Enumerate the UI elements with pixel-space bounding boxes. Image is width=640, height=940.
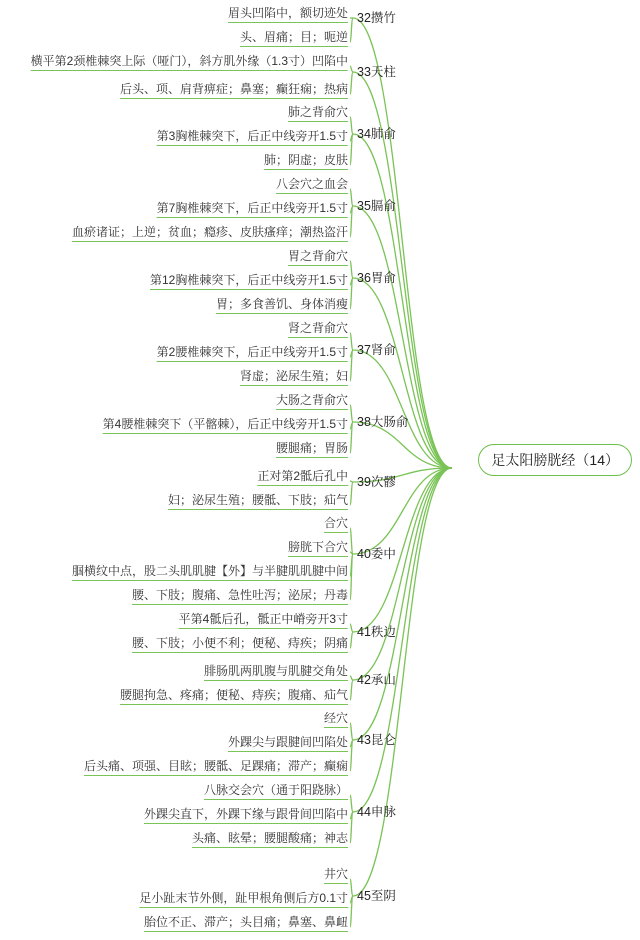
leaf-node[interactable]: 头、眉痛；目；呃逆: [240, 31, 348, 47]
leaf-node[interactable]: 腰、下肢；小便不利；便秘、痔疾；阴痛: [132, 637, 348, 653]
leaf-node[interactable]: 外踝尖与跟腱间凹陷处: [228, 736, 348, 752]
leaf-node[interactable]: 腰腿拘急、疼痛；便秘、痔疾；腹痛、疝气: [120, 689, 348, 705]
leaf-node[interactable]: 大肠之背俞穴: [276, 394, 348, 410]
leaf-node[interactable]: 眉头凹陷中，额切迹处: [228, 7, 348, 23]
leaf-node[interactable]: 第4腰椎棘突下（平髂棘），后正中线旁开1.5寸: [103, 418, 348, 434]
leaf-node[interactable]: 第7胸椎棘突下，后正中线旁开1.5寸: [157, 202, 348, 218]
leaf-node[interactable]: 横平第2颈椎棘突上际（哑门），斜方肌外缘（1.3寸）凹陷中: [31, 55, 348, 71]
branch-node[interactable]: 39次髎: [357, 475, 396, 489]
leaf-node[interactable]: 胃；多食善饥、身体消瘦: [216, 298, 348, 314]
branch-node[interactable]: 42承山: [357, 673, 396, 687]
leaf-node[interactable]: 平第4骶后孔，骶正中嵴旁开3寸: [179, 613, 348, 629]
root-node[interactable]: 足太阳膀胱经（14）: [478, 444, 632, 476]
leaf-node[interactable]: 第12胸椎棘突下，后正中线旁开1.5寸: [150, 274, 348, 290]
branch-node[interactable]: 41秩边: [357, 625, 396, 639]
leaf-node[interactable]: 妇；泌尿生殖；腰骶、下肢；疝气: [168, 494, 348, 510]
branch-node[interactable]: 45至阴: [357, 889, 396, 903]
leaf-node[interactable]: 经穴: [324, 712, 348, 728]
leaf-node[interactable]: 头痛、眩晕；腰腿酸痛；神志: [192, 832, 348, 848]
leaf-node[interactable]: 肾虚；泌尿生殖；妇: [240, 370, 348, 386]
leaf-node[interactable]: 膀胱下合穴: [288, 541, 348, 557]
branch-node[interactable]: 34肺俞: [357, 127, 396, 141]
branch-node[interactable]: 37肾俞: [357, 343, 396, 357]
branch-node[interactable]: 32攒竹: [357, 11, 396, 25]
branch-node[interactable]: 44申脉: [357, 805, 396, 819]
leaf-node[interactable]: 腘横纹中点，股二头肌肌腱【外】与半腱肌肌腱中间: [72, 565, 348, 581]
branch-node[interactable]: 38大肠俞: [357, 415, 409, 429]
branch-node[interactable]: 43昆仑: [357, 733, 396, 747]
branch-node[interactable]: 33天柱: [357, 65, 396, 79]
leaf-node[interactable]: 后头痛、项强、目眩；腰骶、足踝痛；滞产；癫痫: [84, 760, 348, 776]
leaf-node[interactable]: 腰、下肢；腹痛、急性吐泻；泌尿；丹毒: [132, 589, 348, 605]
branch-node[interactable]: 40委中: [357, 547, 396, 561]
leaf-node[interactable]: 肺；阴虚；皮肤: [264, 154, 348, 170]
branch-node[interactable]: 36胃俞: [357, 271, 396, 285]
leaf-node[interactable]: 肺之背俞穴: [288, 106, 348, 122]
leaf-node[interactable]: 井穴: [324, 868, 348, 884]
branch-node[interactable]: 35膈俞: [357, 199, 396, 213]
leaf-node[interactable]: 第2腰椎棘突下，后正中线旁开1.5寸: [157, 346, 348, 362]
leaf-node[interactable]: 正对第2骶后孔中: [257, 470, 348, 486]
leaf-node[interactable]: 胃之背俞穴: [288, 250, 348, 266]
leaf-node[interactable]: 第3胸椎棘突下，后正中线旁开1.5寸: [157, 130, 348, 146]
leaf-node[interactable]: 外踝尖直下，外踝下缘与跟骨间凹陷中: [144, 808, 348, 824]
leaf-node[interactable]: 腓肠肌两肌腹与肌腱交角处: [204, 665, 348, 681]
leaf-node[interactable]: 足小趾末节外侧，趾甲根角侧后方0.1寸: [139, 892, 348, 908]
leaf-node[interactable]: 八脉交会穴（通于阳跷脉）: [204, 784, 348, 800]
leaf-node[interactable]: 血瘀诸证；上逆；贫血；瘾疹、皮肤瘙痒；潮热盗汗: [72, 226, 348, 242]
leaf-node[interactable]: 后头、项、肩背痹症；鼻塞；癫狂痫；热病: [120, 83, 348, 99]
leaf-node[interactable]: 合穴: [324, 517, 348, 533]
leaf-node[interactable]: 胎位不正、滞产；头目痛；鼻塞、鼻衄: [144, 916, 348, 932]
leaf-node[interactable]: 肾之背俞穴: [288, 322, 348, 338]
leaf-node[interactable]: 腰腿痛；胃肠: [276, 442, 348, 458]
leaf-node[interactable]: 八会穴之血会: [276, 178, 348, 194]
